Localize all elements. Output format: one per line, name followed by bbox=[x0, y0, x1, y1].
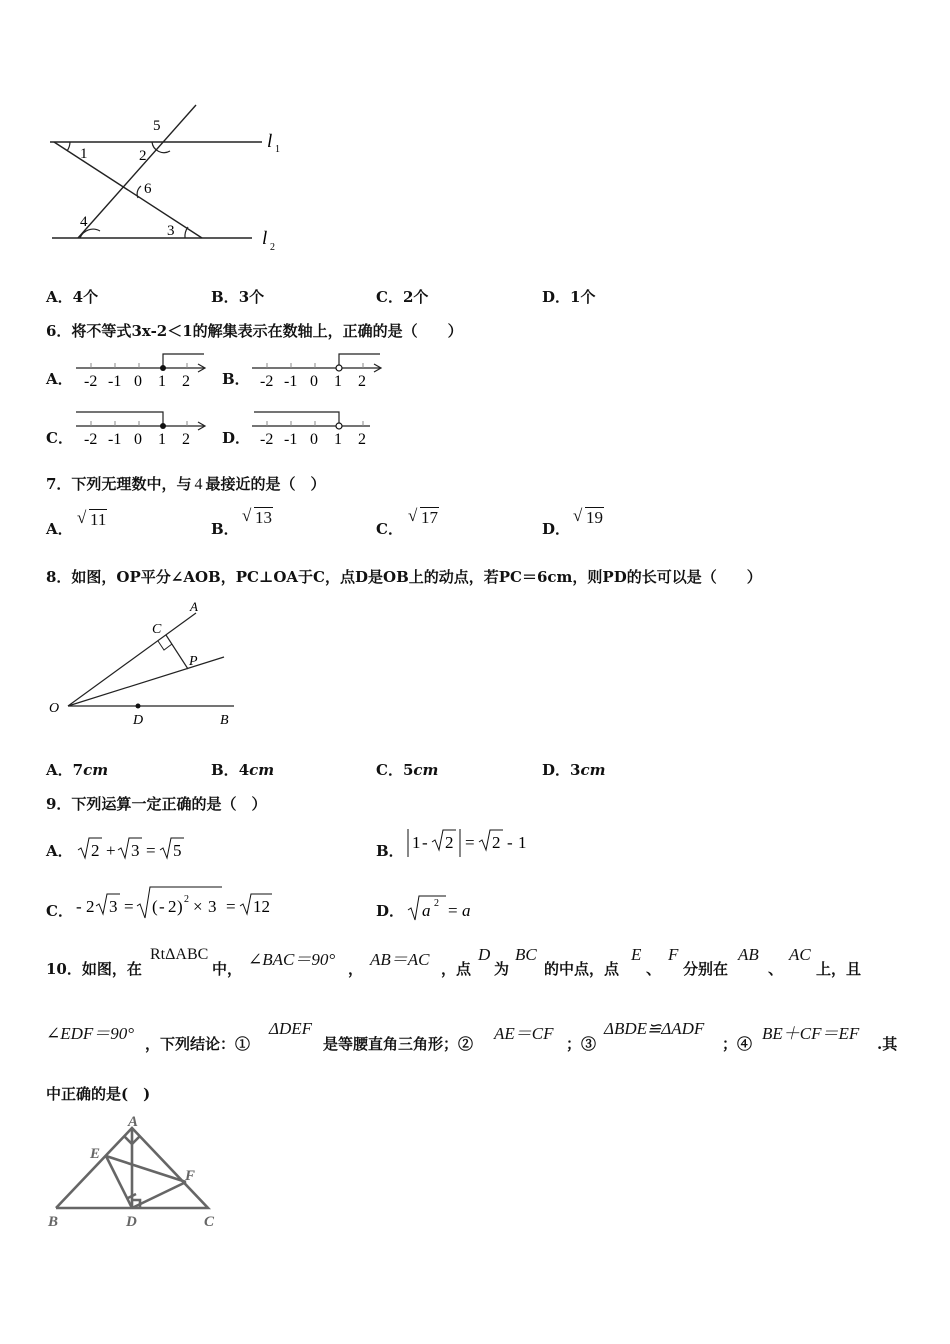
svg-text:2: 2 bbox=[182, 431, 190, 448]
transversal-2 bbox=[78, 105, 196, 238]
angle-label-6: 6 bbox=[144, 181, 152, 197]
svg-text:2: 2 bbox=[91, 841, 100, 860]
q10-dun: 、 bbox=[646, 960, 662, 978]
svg-text:C: C bbox=[204, 1214, 215, 1230]
svg-text:-1: -1 bbox=[284, 373, 298, 390]
q6-option-a-letter[interactable]: A． bbox=[46, 370, 73, 388]
q10-be-cf-ef: BE＋CF＝EF bbox=[762, 1024, 860, 1043]
svg-text:3: 3 bbox=[109, 897, 118, 916]
svg-text:2: 2 bbox=[168, 897, 177, 916]
number-line-b[interactable] bbox=[248, 350, 388, 392]
svg-text:2: 2 bbox=[358, 431, 366, 448]
q10-bc: BC bbox=[515, 945, 537, 964]
q10-shang: 上，且 bbox=[816, 960, 862, 978]
svg-text:-2: -2 bbox=[84, 431, 98, 448]
svg-text:-2: -2 bbox=[260, 373, 274, 390]
q10-def: ΔDEF bbox=[269, 1019, 313, 1038]
q10-wei: 为 bbox=[494, 960, 510, 978]
q10-line3: 中正确的是( ) bbox=[46, 1085, 151, 1103]
q6-option-b-letter[interactable]: B． bbox=[222, 370, 250, 388]
transversal-1 bbox=[54, 142, 202, 238]
q10-congruent: ΔBDE≌ΔADF bbox=[604, 1019, 705, 1038]
q5-option-d[interactable]: D．1个 bbox=[542, 288, 596, 306]
svg-text:=: = bbox=[124, 897, 134, 916]
svg-text:-1: -1 bbox=[108, 431, 122, 448]
q6-option-d-letter[interactable]: D． bbox=[222, 429, 251, 447]
svg-text:C: C bbox=[152, 622, 162, 637]
svg-text:2: 2 bbox=[184, 894, 189, 905]
svg-text:-1: -1 bbox=[284, 431, 298, 448]
svg-text:2: 2 bbox=[182, 373, 190, 390]
q8-option-a[interactable]: A．7cm bbox=[46, 761, 109, 779]
q5-option-a[interactable]: A．4个 bbox=[46, 288, 99, 306]
svg-text:-: - bbox=[422, 833, 428, 852]
svg-text:(: ( bbox=[152, 897, 158, 916]
q7-option-d-value: √ 19 bbox=[574, 508, 604, 528]
angle-label-5: 5 bbox=[153, 118, 161, 134]
svg-text:-2: -2 bbox=[84, 373, 98, 390]
svg-text:2: 2 bbox=[434, 898, 439, 909]
q10-ac: AC bbox=[789, 945, 811, 964]
q10-angle-edf: ∠EDF＝90° bbox=[46, 1024, 135, 1043]
q7-option-b-value: √ 13 bbox=[243, 508, 273, 528]
svg-text:): ) bbox=[177, 897, 183, 916]
q9-option-d-expr bbox=[406, 890, 486, 924]
q10-angle-bac: ∠BAC＝90° bbox=[248, 950, 336, 969]
q10-dun2: 、 bbox=[768, 960, 784, 978]
svg-text:=: = bbox=[465, 833, 475, 852]
svg-text:5: 5 bbox=[173, 841, 182, 860]
svg-text:1: 1 bbox=[158, 373, 166, 390]
q10-xialie: ，下列结论：① bbox=[145, 1035, 251, 1053]
q8-option-c[interactable]: C．5cm bbox=[376, 761, 439, 779]
q5-option-b[interactable]: B．3个 bbox=[211, 288, 265, 306]
svg-text:0: 0 bbox=[310, 373, 318, 390]
svg-text:a: a bbox=[462, 901, 471, 920]
svg-text:2: 2 bbox=[86, 897, 95, 916]
q8-stem: 8．如图，OP平分∠AOB，PC⊥OA于C，点D是OB上的动点，若PC＝6cm，则PD的长可以是（ ） bbox=[46, 568, 762, 586]
svg-text:B: B bbox=[220, 713, 229, 728]
svg-text:a: a bbox=[422, 901, 431, 920]
svg-text:3: 3 bbox=[131, 841, 140, 860]
svg-text:1: 1 bbox=[334, 373, 342, 390]
angle-label-3: 3 bbox=[167, 223, 175, 239]
q10-zhong: 中， bbox=[212, 960, 243, 978]
line-label-l2-sub: 2 bbox=[270, 242, 275, 253]
line-label-l1: l bbox=[267, 131, 273, 152]
angle-label-1: 1 bbox=[80, 146, 88, 162]
svg-text:F: F bbox=[185, 1168, 196, 1184]
q9-option-b-expr bbox=[404, 826, 544, 860]
line-label-l2: l bbox=[262, 228, 268, 249]
svg-text:2: 2 bbox=[358, 373, 366, 390]
svg-text:1: 1 bbox=[412, 833, 421, 852]
right-triangle-figure bbox=[44, 1110, 229, 1235]
svg-text:O: O bbox=[49, 701, 60, 716]
q10-dengyao: 是等腰直角三角形；② bbox=[323, 1035, 474, 1053]
svg-text:=: = bbox=[226, 897, 236, 916]
q5-option-c[interactable]: C．2个 bbox=[376, 288, 429, 306]
svg-text:A: A bbox=[190, 599, 198, 614]
q10-point-e: E bbox=[631, 945, 642, 964]
q7-option-a[interactable]: A． bbox=[46, 520, 73, 538]
svg-text:-2: -2 bbox=[260, 431, 274, 448]
svg-text:D: D bbox=[133, 713, 144, 728]
q9-option-b-letter[interactable]: B． bbox=[376, 842, 404, 860]
q10-comma: ， bbox=[348, 960, 364, 978]
q7-option-a-value: √ 11 bbox=[78, 510, 107, 530]
svg-text:B: B bbox=[48, 1214, 59, 1230]
q10-midpoint: 的中点，点 bbox=[544, 960, 620, 978]
svg-text:2: 2 bbox=[445, 833, 454, 852]
q9-option-a-letter[interactable]: A． bbox=[46, 842, 73, 860]
svg-text:1: 1 bbox=[158, 431, 166, 448]
q10-qi: .其 bbox=[877, 1035, 898, 1053]
q10-fenbie: 分别在 bbox=[683, 960, 729, 978]
q7-stem: 7．下列无理数中，与 4 最接近的是（ ） bbox=[46, 475, 326, 493]
q9-option-c-expr bbox=[74, 884, 284, 920]
svg-text:1: 1 bbox=[334, 431, 342, 448]
svg-text:×: × bbox=[193, 897, 203, 916]
q9-stem: 9．下列运算一定正确的是（ ） bbox=[46, 795, 267, 813]
svg-text:-: - bbox=[76, 897, 82, 916]
angle-label-4: 4 bbox=[80, 214, 88, 230]
svg-text:+: + bbox=[106, 841, 116, 860]
q7-option-b[interactable]: B． bbox=[211, 520, 239, 538]
svg-text:1: 1 bbox=[518, 833, 527, 852]
q9-option-d-letter[interactable]: D． bbox=[376, 902, 405, 920]
line-label-l1-sub: 1 bbox=[275, 144, 280, 155]
q10-point-d: D bbox=[478, 945, 491, 964]
svg-text:=: = bbox=[448, 901, 458, 920]
svg-text:3: 3 bbox=[208, 897, 217, 916]
svg-text:-: - bbox=[159, 897, 165, 916]
q10-semi3: ；③ bbox=[566, 1035, 597, 1053]
q9-option-a-expr bbox=[76, 834, 196, 864]
q6-option-c-letter[interactable]: C． bbox=[46, 429, 73, 447]
angle-bisector-figure bbox=[44, 595, 244, 735]
svg-text:A: A bbox=[128, 1114, 139, 1130]
svg-text:=: = bbox=[146, 841, 156, 860]
q10-semi4: ；④ bbox=[722, 1035, 753, 1053]
svg-text:E: E bbox=[90, 1146, 101, 1162]
number-line-a[interactable] bbox=[72, 350, 212, 392]
svg-text:D: D bbox=[126, 1214, 137, 1230]
svg-text:12: 12 bbox=[253, 897, 270, 916]
q10-point-f: F bbox=[668, 945, 679, 964]
q10-ab: AB bbox=[738, 945, 759, 964]
q10-ab-ac: AB＝AC bbox=[370, 950, 430, 969]
svg-text:0: 0 bbox=[134, 431, 142, 448]
q6-stem: 6．将不等式3x-2＜1的解集表示在数轴上，正确的是（ ） bbox=[46, 322, 463, 340]
q8-option-b[interactable]: B．4cm bbox=[211, 761, 275, 779]
q10-rt-triangle: RtΔABC bbox=[150, 946, 209, 963]
q8-option-d[interactable]: D．3cm bbox=[542, 761, 606, 779]
number-line-d[interactable] bbox=[248, 408, 388, 450]
angle-label-2: 2 bbox=[139, 148, 147, 164]
q7-option-d[interactable]: D． bbox=[542, 520, 571, 538]
q10-ae-cf: AE＝CF bbox=[494, 1024, 554, 1043]
svg-text:2: 2 bbox=[492, 833, 501, 852]
q9-option-c-letter[interactable]: C． bbox=[46, 902, 73, 920]
svg-text:-1: -1 bbox=[108, 373, 122, 390]
number-line-c[interactable] bbox=[72, 408, 212, 450]
q7-option-c-value: √ 17 bbox=[409, 508, 439, 528]
q10-dian: ，点 bbox=[441, 960, 472, 978]
svg-text:0: 0 bbox=[134, 373, 142, 390]
svg-text:P: P bbox=[189, 654, 198, 669]
parallel-lines-figure bbox=[40, 95, 300, 260]
q7-option-c[interactable]: C． bbox=[376, 520, 403, 538]
svg-text:-: - bbox=[507, 833, 513, 852]
svg-text:0: 0 bbox=[310, 431, 318, 448]
q10-line1-start: 10．如图，在 bbox=[46, 960, 142, 978]
